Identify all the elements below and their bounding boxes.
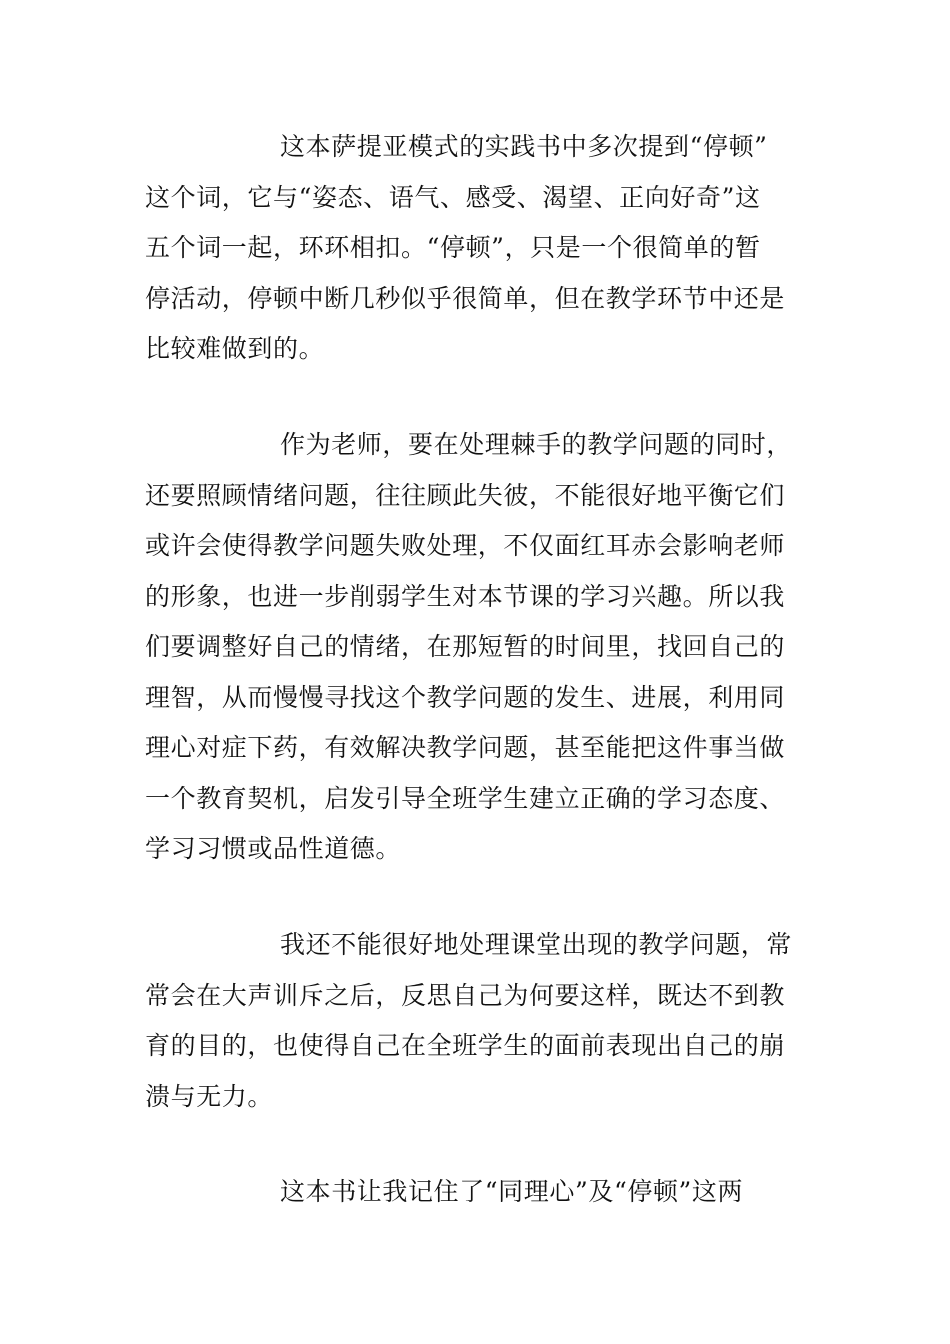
paragraph-line: 停活动，停顿中断几秒似乎很简单，但在教学环节中还是: [145, 283, 786, 313]
paragraph-line: 育的目的，也使得自己在全班学生的面前表现出自己的崩: [145, 1031, 786, 1060]
paragraph-line: 比较难做到的。: [145, 334, 325, 363]
paragraph-line: 作为老师，要在处理棘手的教学问题的同时，: [280, 430, 793, 459]
paragraph-line: 理智，从而慢慢寻找这个教学问题的发生、进展，利用同: [145, 682, 786, 712]
paragraph-line: 这个词，它与“姿态、语气、感受、渴望、正向好奇”这: [145, 182, 761, 212]
paragraph-3: [145, 920, 810, 1122]
paragraph-line: 或许会使得教学问题失败处理，不仅面红耳赤会影响老师: [145, 531, 786, 560]
paragraph-line: 我还不能很好地处理课堂出现的教学问题，常: [280, 930, 793, 959]
paragraph-line: 五个词一起，环环相扣。“停顿”，只是一个很简单的暂: [145, 233, 761, 262]
paragraph-4: [145, 1167, 810, 1218]
paragraph-1: [145, 122, 810, 375]
paragraph-line: 溃与无力。: [145, 1081, 274, 1111]
paragraph-line: 们要调整好自己的情绪，在那短暂的时间里，找回自己的: [145, 632, 786, 661]
paragraph-line: 还要照顾情绪问题，往往顾此失彼，不能很好地平衡它们: [145, 480, 786, 510]
paragraph-line: 这本书让我记住了“同理心”及“停顿”这两: [280, 1177, 744, 1206]
paragraph-line: 这本萨提亚模式的实践书中多次提到“停顿”: [280, 132, 768, 161]
paragraph-line: 学习习惯或品性道德。: [145, 834, 402, 863]
paragraph-line: 的形象，也进一步削弱学生对本节课的学习兴趣。所以我: [145, 581, 786, 611]
paragraph-2: [145, 420, 810, 875]
paragraph-line: 理心对症下药，有效解决教学问题，甚至能把这件事当做: [145, 733, 786, 762]
paragraph-line: 常会在大声训斥之后，反思自己为何要这样，既达不到教: [145, 980, 786, 1010]
paragraph-line: 一个教育契机，启发引导全班学生建立正确的学习态度、: [145, 783, 786, 813]
